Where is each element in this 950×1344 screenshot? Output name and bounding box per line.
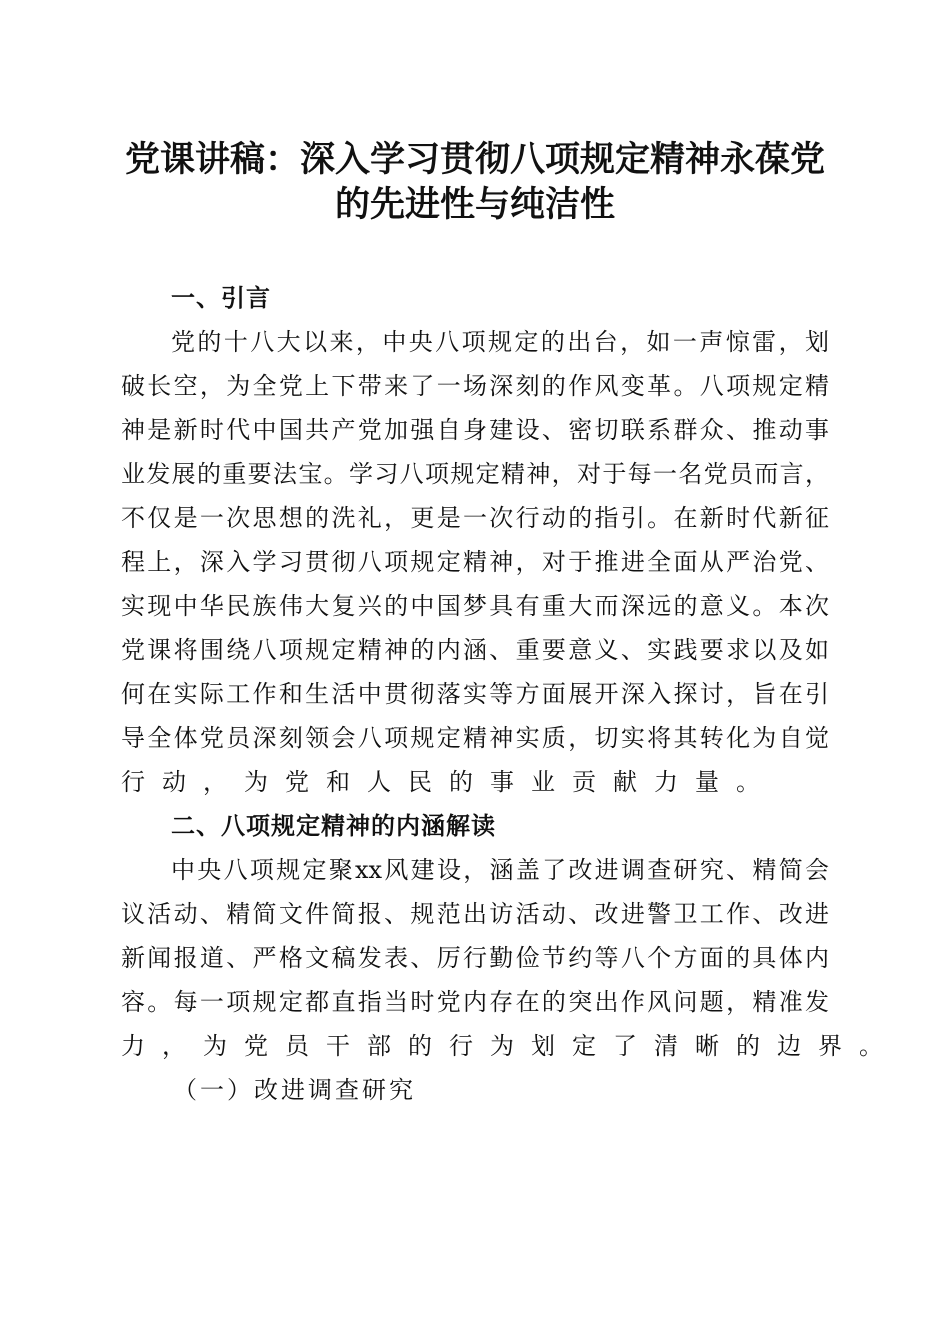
paragraph-line: 神是新时代中国共产党加强自身建设、密切联系群众、推动事 <box>121 416 829 444</box>
paragraph-line: 何在实际工作和生活中贯彻落实等方面展开深入探讨，旨在引 <box>121 680 829 708</box>
title-line-1: 党课讲稿：深入学习贯彻八项规定精神永葆党 <box>124 139 825 180</box>
paragraph-line: 业发展的重要法宝。学习八项规定精神，对于每一名党员而言， <box>121 460 829 488</box>
paragraph-line: 行动，为党和人民的事业贡献力量。 <box>121 768 777 796</box>
paragraph-line: 破长空，为全党上下带来了一场深刻的作风变革。八项规定精 <box>121 372 829 400</box>
subsection-heading: （一）改进调查研究 <box>173 1076 416 1104</box>
paragraph-line: 导全体党员深刻领会八项规定精神实质，切实将其转化为自觉 <box>121 724 829 752</box>
paragraph-line: 新闻报道、严格文稿发表、厉行勤俭节约等八个方面的具体内 <box>121 944 829 972</box>
section-heading: 一、引言 <box>171 284 271 312</box>
paragraph <box>121 320 829 804</box>
paragraph-line: 党的十八大以来，中央八项规定的出台，如一声惊雷，划 <box>171 328 829 356</box>
section-heading: 二、八项规定精神的内涵解读 <box>171 812 496 840</box>
paragraph-line: 程上，深入学习贯彻八项规定精神，对于推进全面从严治党、 <box>121 548 829 576</box>
paragraph-line: 容。每一项规定都直指当时党内存在的突出作风问题，精准发 <box>121 988 829 1016</box>
document-body <box>121 276 900 1112</box>
paragraph-line: 议活动、精简文件简报、规范出访活动、改进警卫工作、改进 <box>121 900 829 928</box>
paragraph-line: 中央八项规定聚xx风建设，涵盖了改进调查研究、精简会 <box>171 856 829 884</box>
paragraph-line: 党课将围绕八项规定精神的内涵、重要意义、实践要求以及如 <box>121 636 829 664</box>
title-line-2: 的先进性与纯洁性 <box>334 184 615 225</box>
paragraph-line: 不仅是一次思想的洗礼，更是一次行动的指引。在新时代新征 <box>121 504 829 532</box>
document-title <box>110 137 840 227</box>
paragraph-line: 力，为党员干部的行为划定了清晰的边界。 <box>121 1032 900 1060</box>
paragraph-line: 实现中华民族伟大复兴的中国梦具有重大而深远的意义。本次 <box>121 592 829 620</box>
paragraph <box>121 848 900 1068</box>
